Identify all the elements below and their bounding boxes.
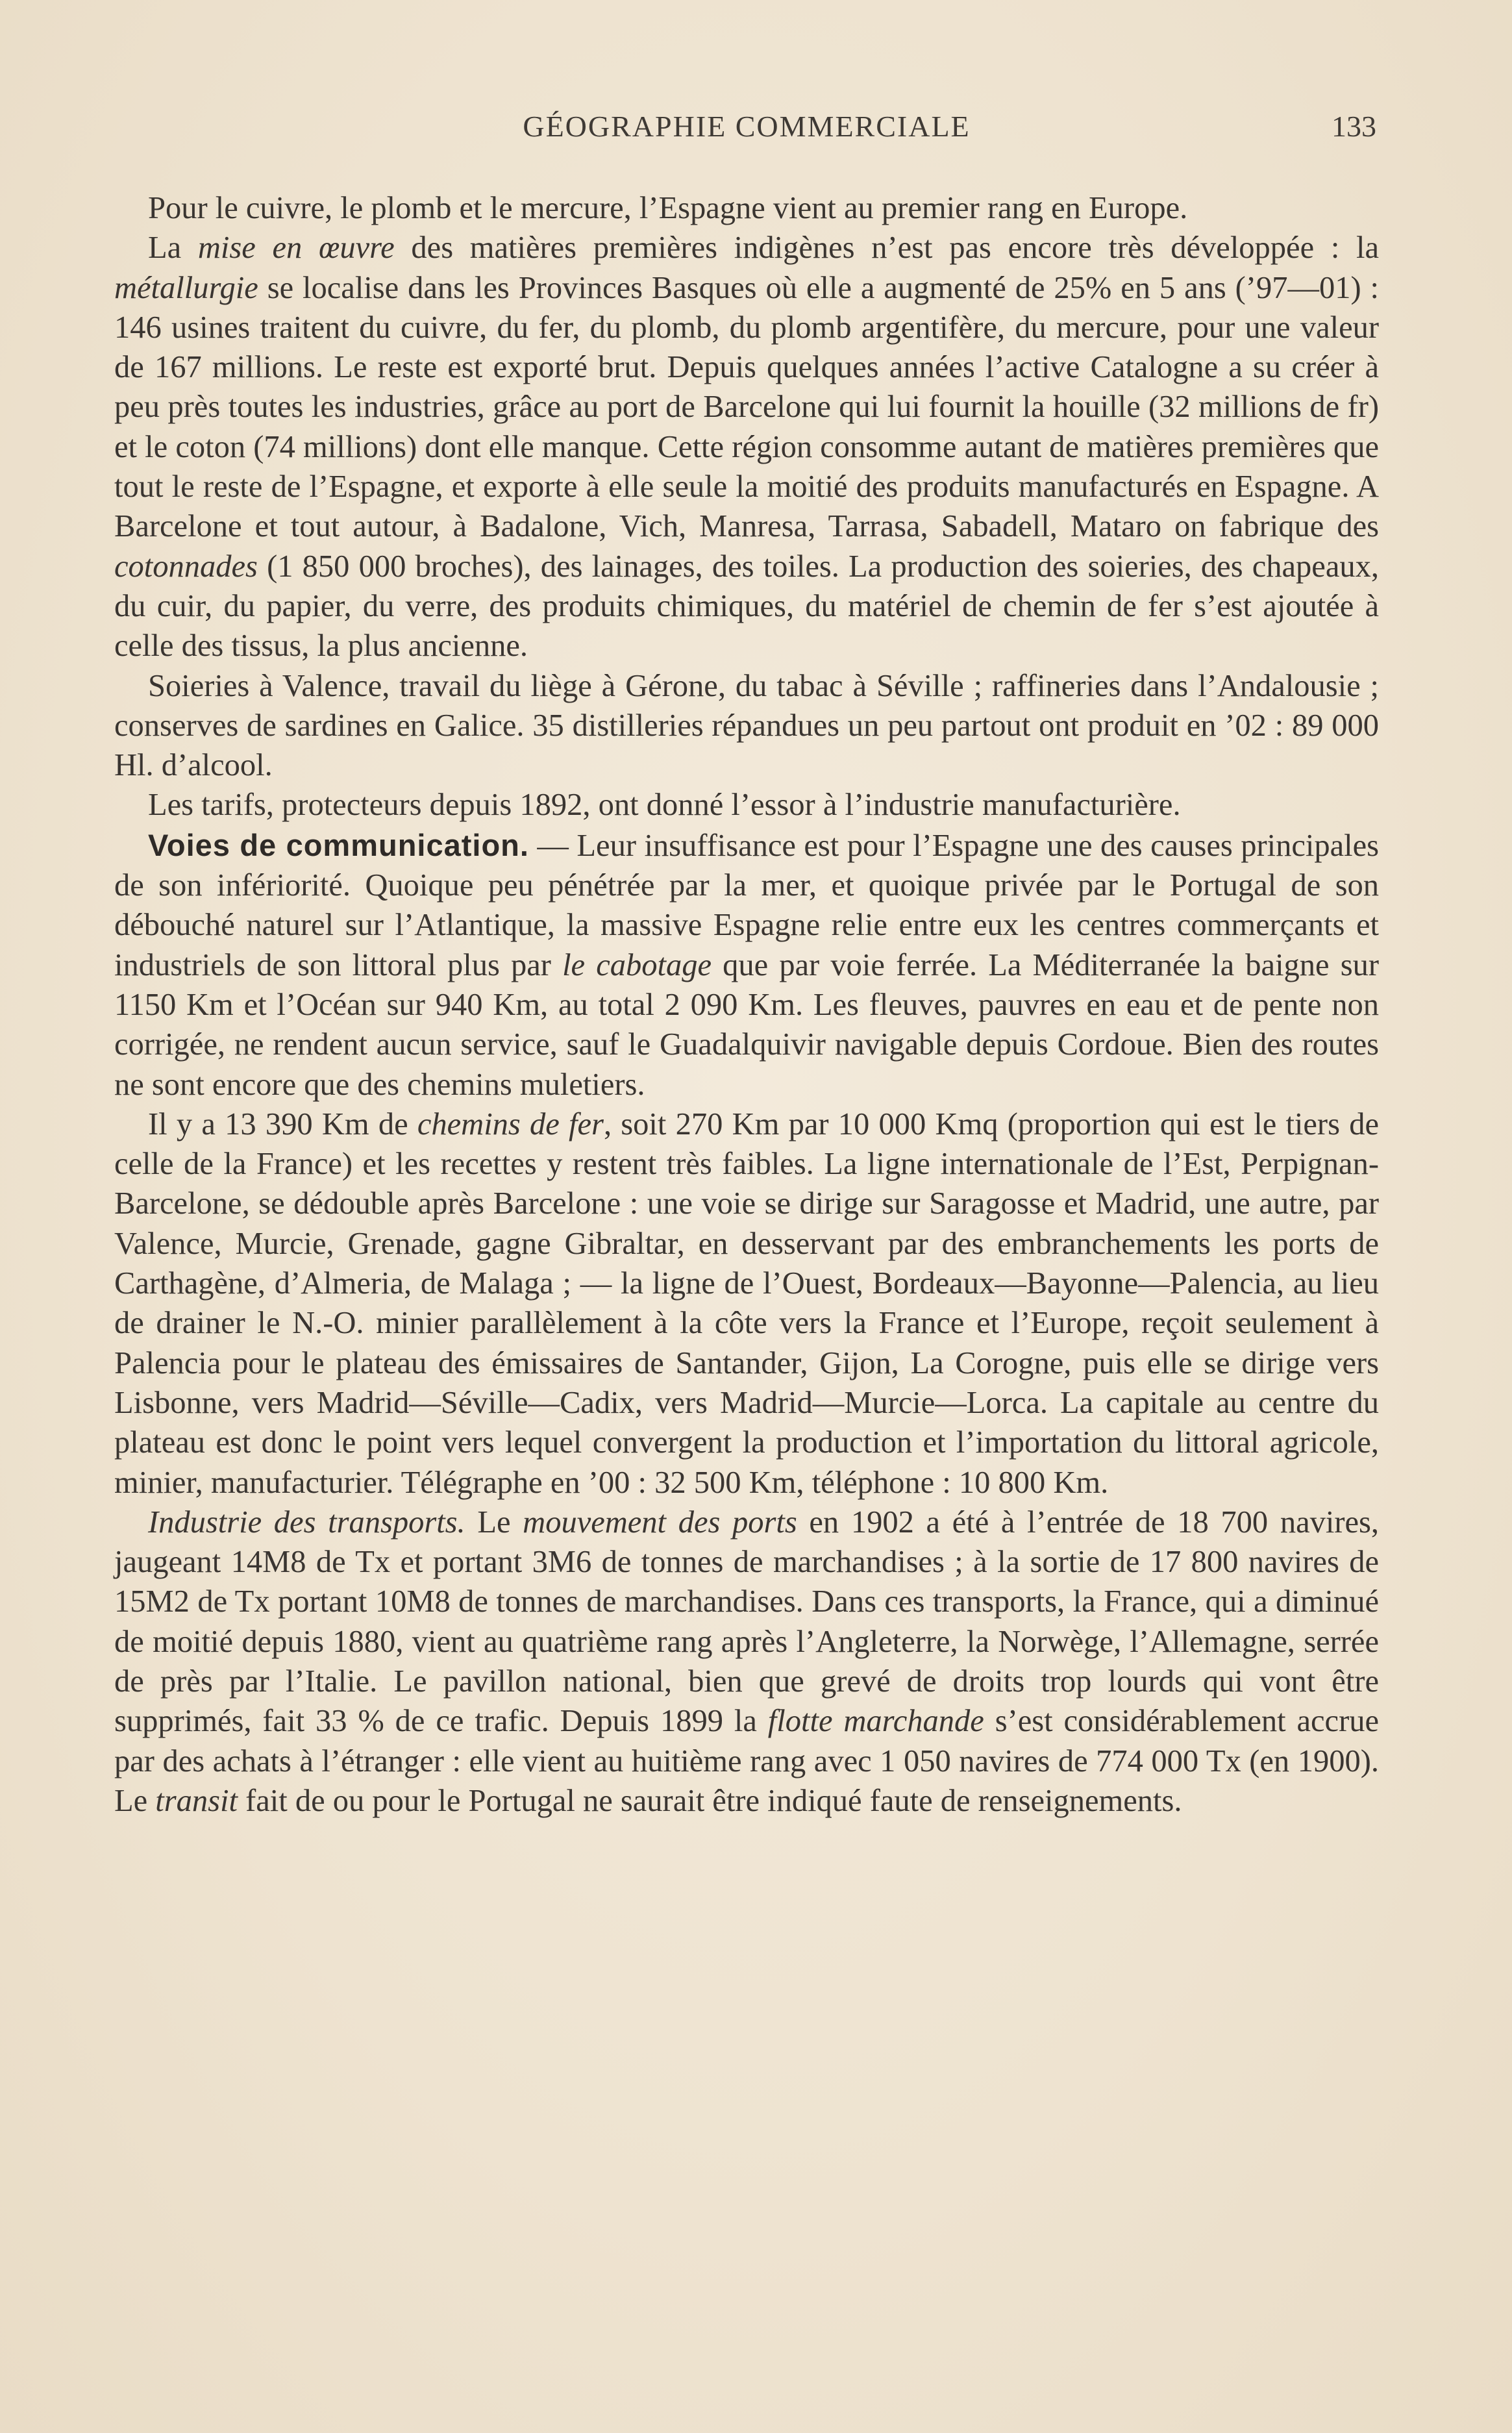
italic-term: le cabotage	[562, 947, 712, 982]
italic-term: métallurgie	[114, 270, 258, 305]
body-text	[114, 188, 1379, 1821]
paragraph-communication	[114, 825, 1379, 1104]
paragraph-copper-lead	[114, 188, 1379, 228]
text-run: des matières premières indigènes n’est pas encore très développée : la	[394, 231, 1380, 266]
text-run: , soit 270 Km par 10 000 Kmq (proportion qui est le tiers de celle de la France) et les recettes y restent très faibles. La ligne internationale de l’Est, Perpignan-Barcelone, se dédouble après Barcelone : une voie se dirige sur Saragosse et Madrid, une autre, par Valence, Murcie, Grenade, gagne Gibraltar, en desservant par des embranchements les ports de Carthagène, d’Almeria, de Malaga ; — la ligne de l’Ouest, Bordeaux—Bayonne—Palencia, au lieu de drainer le N.-O. minier parallèlement à la côte vers la France et l’Europe, reçoit seulement à Palencia pour le plateau des émissaires de Santander, Gijon, La Corogne, puis elle se dirige vers Lisbonne, vers Madrid—Séville—Cadix, vers Madrid—Murcie—Lorca. La capitale au centre du plateau est donc le point vers lequel convergent la production et l’importation du littoral agricole, minier, manufacturier. Télégraphe en ’00 : 32 500 Km, téléphone : 10 800 Km.	[114, 1106, 1379, 1500]
text-run: se localise dans les Provinces Basques où elle a augmenté de 25% en 5 ans (’97—01) : 146 usines traitent du cuivre, du fer, du plomb, du plomb argentifère, du mercure, pour une valeur de 167 millions. Le reste est exporté brut. Depuis quelques années l’active Catalogne a su créer à peu près toutes les industries, grâce au port de Barcelone qui lui fournit la houille (32 millions de fr) et le coton (74 millions) dont elle manque. Cette région consomme autant de matières premières que tout le reste de l’Espagne, et exporte à elle seule la moitié des produits manufacturés en Espagne. A Barcelone et tout autour, à Badalone, Vich, Manresa, Tarrasa, Sabadell, Mataro on fabrique des	[114, 270, 1379, 544]
text-run: La	[148, 231, 198, 266]
paragraph-regional-industries	[114, 666, 1379, 786]
paragraph-tariffs	[114, 785, 1379, 825]
italic-term: chemins de fer	[417, 1106, 604, 1142]
italic-term: mouvement des ports	[523, 1504, 797, 1540]
paragraph-transport-industry	[114, 1503, 1379, 1821]
italic-term: transit	[155, 1783, 238, 1818]
text-run: Les tarifs, protecteurs depuis 1892, ont donné l’essor à l’industrie manufacturière.	[148, 788, 1181, 823]
italic-term: cotonnades	[114, 549, 258, 584]
text-run: Le	[465, 1504, 523, 1540]
paragraph-industry	[114, 228, 1379, 666]
text-run: Il y a 13 390 Km de	[148, 1106, 417, 1142]
text-run: (1 850 000 broches), des lainages, des toiles. La production des soieries, des chapeaux, du cuir, du papier, du verre, des produits chimiques, du matériel de chemin de fer s’est ajoutée à celle des tissus, la plus ancienne.	[114, 549, 1379, 664]
italic-subheading: Industrie des transports.	[148, 1504, 465, 1540]
italic-term: mise en œuvre	[197, 231, 395, 266]
section-heading: Voies de communication.	[148, 827, 529, 862]
text-run: en 1902 a été à l’entrée de 18 700 navires, jaugeant 14M8 de Tx et portant 3M6 de tonnes de marchandises ; à la sortie de 17 800 navires de 15M2 de Tx portant 10M8 de tonnes de marchandises. Dans ces transports, la France, qui a diminué de moitié depuis 1880, vient au quatrième rang après l’Angleterre, la Norwège, l’Allemagne, serrée de près par l’Italie. Le pavillon national, bien que grevé de droits trop lourds qui vont être supprimés, fait 33 % de ce trafic. Depuis 1899 la	[114, 1504, 1379, 1739]
text-run: Pour le cuivre, le plomb et le mercure, l’Espagne vient au premier rang en Europe.	[148, 191, 1188, 225]
paragraph-railways	[114, 1104, 1379, 1503]
page-header	[117, 109, 1376, 148]
text-run: fait de ou pour le Portugal ne saurait être indiqué faute de renseignements.	[237, 1783, 1182, 1818]
text-run: Soieries à Valence, travail du liège à Gérone, du tabac à Séville ; raffineries dans l’Andalousie ; conserves de sardines en Galice. 35 distilleries répandues un peu partout ont produit en ’02 : 89 000 Hl. d’alcool.	[114, 668, 1379, 783]
italic-term: flotte marchande	[767, 1704, 984, 1739]
running-title: GÉOGRAPHIE COMMERCIALE	[523, 110, 971, 143]
text-run: — Leur insuffisance est pour l’Espagne une des causes principales de son infériorité. Quoique peu pénétrée par la mer, et quoique privée par le Portugal de son débouché naturel sur l’Atlantique, la massive Espagne relie entre eux les centres commerçants et industriels de son littoral plus par	[114, 828, 1379, 982]
text-run: s’est considérablement accrue par des achats à l’étranger : elle vient au huitième rang avec 1 050 navires de 774 000 Tx (en 1900). Le	[114, 1704, 1379, 1818]
page-number: 133	[1332, 110, 1376, 143]
text-run: que par voie ferrée. La Méditerranée la baigne sur 1150 Km et l’Océan sur 940 Km, au total 2 090 Km. Les fleuves, pauvres en eau et de pente non corrigée, ne rendent aucun service, sauf le Guadalquivir navigable depuis Cordoue. Bien des routes ne sont encore que des chemins muletiers.	[114, 947, 1379, 1102]
